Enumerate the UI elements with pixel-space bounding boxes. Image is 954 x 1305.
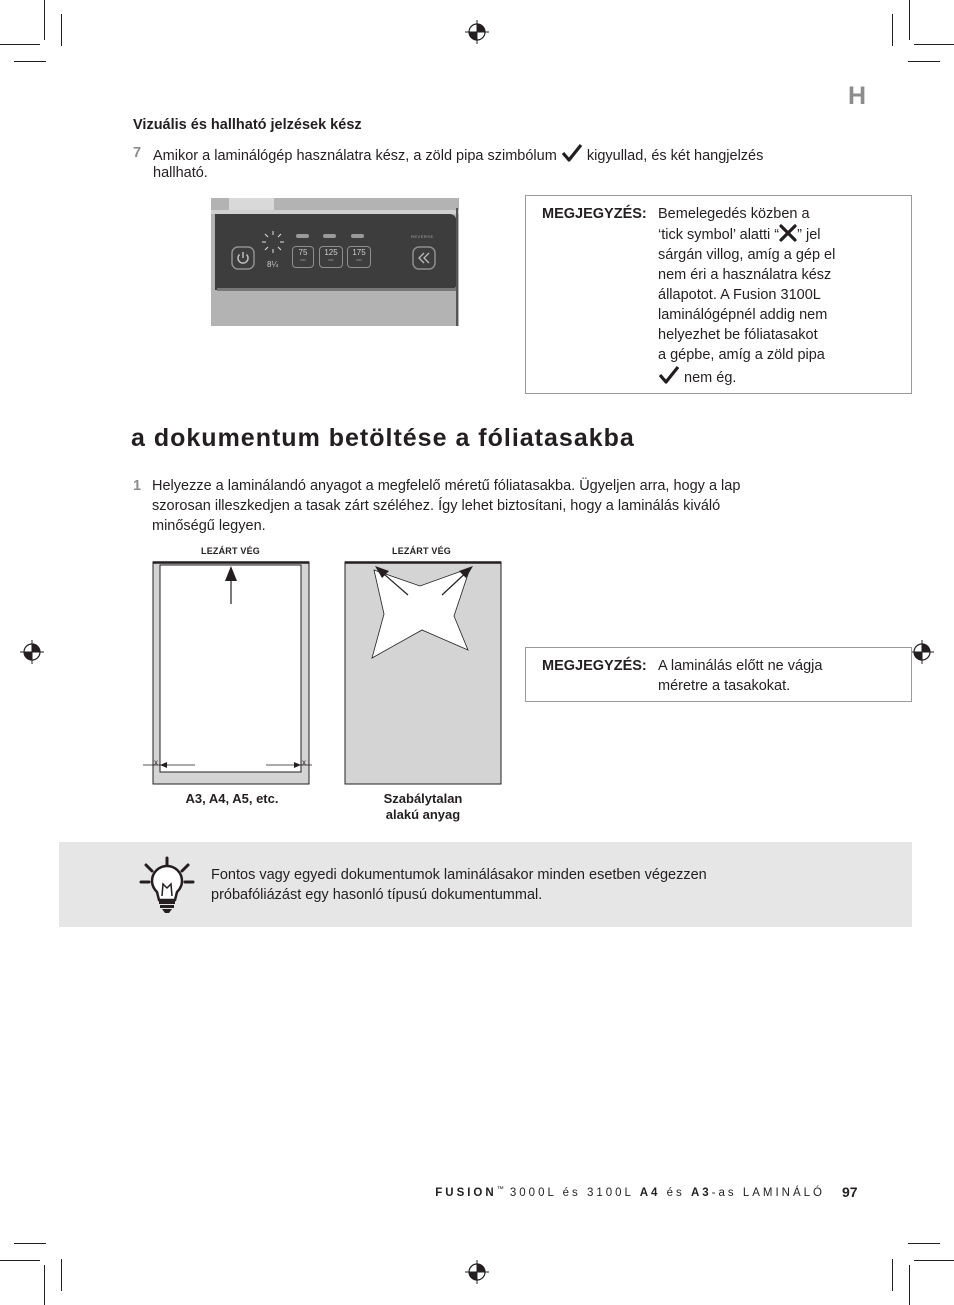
- step-text: Helyezze a laminálandó anyagot a megfelelő méretű fóliatasakba. Ügyeljen arra, hogy a lap szorosan illeszkedjen a tasak zárt széléhez. Így lehet biztosítani, hogy a laminálás kiváló minőségű legyen.: [152, 478, 741, 534]
- step-number: 1: [133, 478, 142, 494]
- step-text: Amikor a laminálógép használatra kész, a zöld pipa szimbólum kigyullad, és két hangjelzés: [153, 143, 763, 166]
- caption-irregular: Szabálytalan alakú anyag: [383, 791, 463, 822]
- margin-mark: x: [154, 758, 158, 767]
- registration-mark-icon: [465, 20, 489, 44]
- step-text-line2: hallható.: [153, 165, 208, 181]
- note-box: [525, 647, 912, 702]
- temp-button-75: 75 MIC: [292, 246, 314, 268]
- temp-led: [296, 234, 309, 238]
- note-body: A laminálás előtt ne vágja méretre a tasakokat.: [658, 658, 823, 694]
- registration-mark-icon: [910, 640, 934, 664]
- step-number: 7: [133, 145, 142, 161]
- pouch-diagram-standard: [140, 558, 315, 786]
- note-body: Bemelegedés közben a ‘tick symbol’ alatti “ ” jel sárgán villog, amíg a gép el nem éri a használatra kész állapotot. A Fusion 3100L laminálógépnél addig nem helyezhet be fóliatasakot a gépbe, amíg a zöld pipa nem ég.: [658, 206, 836, 386]
- cross-symbol-icon: [779, 224, 797, 242]
- green-tick-icon: [658, 365, 680, 385]
- sealed-end-label: LEZÁRT VÉG: [392, 546, 452, 556]
- note-label: MEGJEGYZÉS:: [542, 658, 647, 674]
- temp-button-125: 125 MIC: [319, 246, 343, 268]
- subheading: Vizuális és hallható jelzések kész: [133, 117, 362, 133]
- green-tick-icon: [561, 143, 583, 163]
- note-box: [525, 195, 912, 394]
- pouch-diagram-irregular: [344, 558, 504, 786]
- section-letter: H: [848, 82, 867, 110]
- power-icon: [231, 246, 255, 270]
- timer-label: 8¼: [267, 260, 279, 269]
- sealed-end-label: LEZÁRT VÉG: [201, 546, 261, 556]
- note-label: MEGJEGYZÉS:: [542, 206, 647, 222]
- registration-mark-icon: [465, 1260, 489, 1284]
- section-heading: a dokumentum betöltése a fóliatasakba: [131, 424, 635, 452]
- control-panel-illustration: [211, 198, 459, 326]
- tip-box: [59, 842, 912, 927]
- temp-led: [351, 234, 364, 238]
- tip-text: Fontos vagy egyedi dokumentumok laminálásakor minden esetben végezzen próbafóliázást egy hasonló típusú dokumentummal.: [211, 867, 707, 903]
- footer-product-line: FUSION™ 3000L és 3100L A4 és A3-as LAMINÁLÓ: [435, 1186, 825, 1199]
- tick-indicator-icon: [261, 230, 285, 254]
- caption-standard: A3, A4, A5, etc.: [185, 791, 279, 806]
- reverse-icon: [412, 246, 436, 270]
- reverse-label: REVERSE: [411, 234, 434, 239]
- lightbulb-icon: [139, 856, 195, 914]
- page-number: 97: [842, 1184, 858, 1200]
- temp-led: [323, 234, 336, 238]
- temp-button-175: 175 MIC: [347, 246, 371, 268]
- margin-mark: x: [302, 758, 306, 767]
- registration-mark-icon: [20, 640, 44, 664]
